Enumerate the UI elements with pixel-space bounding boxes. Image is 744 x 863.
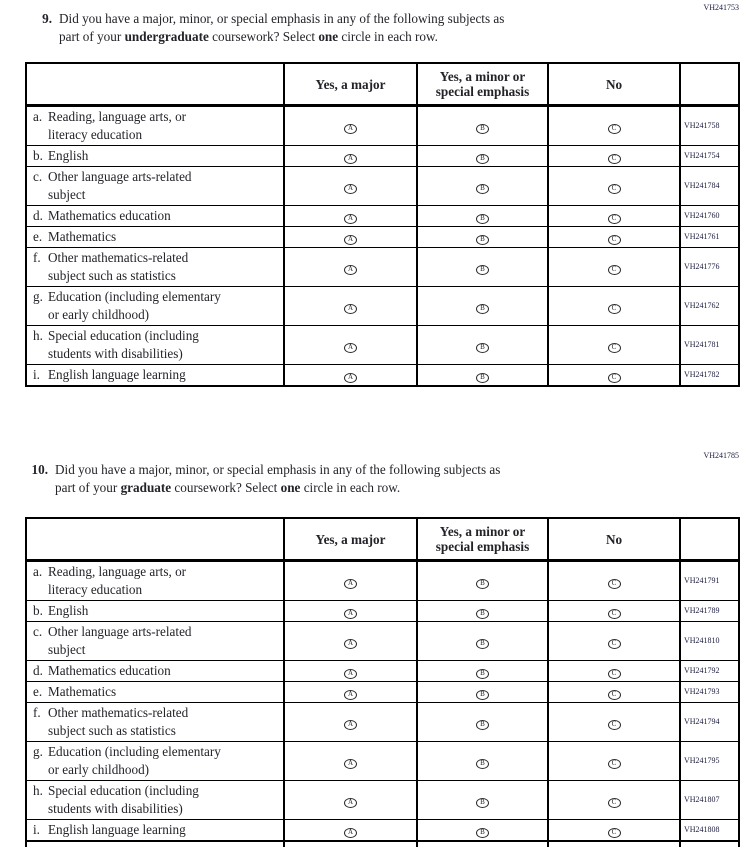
row-vh-code: VH241792 <box>680 661 739 682</box>
row-label: English language learning <box>48 822 186 837</box>
subject-cell <box>26 820 284 842</box>
code-column-header <box>680 518 739 561</box>
header-row <box>26 518 739 561</box>
row-letter: f. <box>33 705 41 720</box>
answer-circle-a[interactable]: A <box>344 798 357 808</box>
answer-circle-c[interactable]: C <box>608 639 621 649</box>
row-label: Mathematics <box>48 684 117 699</box>
subject-cell <box>26 106 284 146</box>
row-label: Other language arts-related subject <box>48 169 192 202</box>
row-letter: h. <box>33 328 43 343</box>
row-vh-code: VH241754 <box>680 146 739 167</box>
answer-circle-c[interactable]: C <box>608 759 621 769</box>
emphasis-word: undergraduate <box>124 29 209 44</box>
answer-circle-c[interactable]: C <box>608 214 621 224</box>
row-vh-code: VH241791 <box>680 561 739 601</box>
answer-circle-a[interactable]: A <box>344 759 357 769</box>
header-row <box>26 63 739 106</box>
subject-cell <box>26 146 284 167</box>
answer-cell <box>284 561 417 601</box>
table-row <box>26 622 739 661</box>
answer-circle-c[interactable]: C <box>608 579 621 589</box>
question-10 <box>26 461 500 497</box>
answer-cell <box>417 682 548 703</box>
answer-circle-b[interactable]: B <box>476 265 489 275</box>
answer-circle-b[interactable]: B <box>476 124 489 134</box>
answer-circle-c[interactable]: C <box>608 609 621 619</box>
table-row <box>26 820 739 842</box>
row-letter: g. <box>33 744 43 759</box>
subject-column-header <box>26 63 284 106</box>
answer-circle-a[interactable]: A <box>344 373 357 383</box>
answer-cell <box>284 601 417 622</box>
row-letter: e. <box>33 229 43 244</box>
question-10-line2: part of your graduate coursework? Select one circle in each row. <box>55 480 401 495</box>
row-vh-code: VH241761 <box>680 227 739 248</box>
answer-cell <box>417 601 548 622</box>
answer-circle-c[interactable]: C <box>608 690 621 700</box>
answer-cell <box>284 365 417 387</box>
answer-circle-a[interactable]: A <box>344 639 357 649</box>
table-row <box>26 781 739 820</box>
answer-cell <box>417 820 548 842</box>
answer-circle-b[interactable]: B <box>476 798 489 808</box>
answer-circle-b[interactable]: B <box>476 759 489 769</box>
table-row <box>26 167 739 206</box>
answer-circle-c[interactable]: C <box>608 828 621 838</box>
row-letter: c. <box>33 624 43 639</box>
subject-cell <box>26 206 284 227</box>
row-letter: b. <box>33 148 43 163</box>
row-letter: a. <box>33 109 43 124</box>
answer-circle-c[interactable]: C <box>608 669 621 679</box>
column-header-no: No <box>548 518 680 561</box>
column-header-no: No <box>548 63 680 106</box>
row-vh-code: VH241781 <box>680 326 739 365</box>
answer-cell <box>417 227 548 248</box>
answer-cell <box>548 742 680 781</box>
answer-cell <box>548 703 680 742</box>
row-vh-code: VH241808 <box>680 820 739 842</box>
answer-circle-b[interactable]: B <box>476 154 489 164</box>
row-label: English <box>48 148 89 163</box>
row-label: Mathematics <box>48 229 117 244</box>
answer-cell <box>284 227 417 248</box>
answer-circle-b[interactable]: B <box>476 373 489 383</box>
question-10-line1: Did you have a major, minor, or special emphasis in any of the following subjects as <box>55 462 501 477</box>
answer-cell <box>417 561 548 601</box>
table-row <box>26 682 739 703</box>
answer-cell <box>417 703 548 742</box>
answer-circle-a[interactable]: A <box>344 720 357 730</box>
answer-cell <box>548 227 680 248</box>
answer-cell <box>417 146 548 167</box>
question-9 <box>30 10 504 46</box>
subject-column-header <box>26 518 284 561</box>
row-label: English language learning <box>48 367 186 382</box>
answer-circle-b[interactable]: B <box>476 579 489 589</box>
answer-cell <box>417 742 548 781</box>
table-row <box>26 661 739 682</box>
answer-cell <box>548 561 680 601</box>
row-label: Education (including elementary or early childhood) <box>48 744 221 777</box>
table-row <box>26 703 739 742</box>
question-10-vh-code: VH241785 <box>703 451 739 460</box>
answer-circle-a[interactable]: A <box>344 124 357 134</box>
answer-cell <box>417 206 548 227</box>
answer-cell <box>548 146 680 167</box>
answer-circle-c[interactable]: C <box>608 124 621 134</box>
column-header-yes-minor: Yes, a minor or special emphasis <box>417 518 548 561</box>
answer-cell <box>417 106 548 146</box>
row-label: Other mathematics-related subject such as statistics <box>48 705 189 738</box>
answer-cell <box>548 682 680 703</box>
subject-cell <box>26 742 284 781</box>
subject-cell <box>26 326 284 365</box>
question-9-number: 9. <box>42 11 52 26</box>
answer-cell <box>417 167 548 206</box>
answer-cell <box>548 248 680 287</box>
row-vh-code: VH241810 <box>680 622 739 661</box>
code-column-header <box>680 63 739 106</box>
answer-cell <box>548 622 680 661</box>
answer-circle-a[interactable]: A <box>344 579 357 589</box>
row-label: Mathematics education <box>48 208 171 223</box>
answer-circle-a[interactable]: A <box>344 343 357 353</box>
answer-circle-a[interactable]: A <box>344 609 357 619</box>
table-row <box>26 248 739 287</box>
table-row <box>26 206 739 227</box>
answer-circle-c[interactable]: C <box>608 265 621 275</box>
table-row <box>26 106 739 146</box>
row-vh-code: VH241776 <box>680 248 739 287</box>
question-10-text <box>55 461 500 497</box>
answer-cell <box>548 601 680 622</box>
emphasis-word: one <box>318 29 339 44</box>
row-label: Other mathematics-related subject such as statistics <box>48 250 189 283</box>
question-10-number: 10. <box>31 462 48 477</box>
column-header-yes-major: Yes, a major <box>284 63 417 106</box>
row-letter: g. <box>33 289 43 304</box>
row-vh-code: VH241789 <box>680 601 739 622</box>
answer-cell <box>284 661 417 682</box>
row-label: English <box>48 603 89 618</box>
answer-circle-a[interactable]: A <box>344 184 357 194</box>
question-9-line2: part of your undergraduate coursework? Select one circle in each row. <box>59 29 438 44</box>
question-9-line1: Did you have a major, minor, or special emphasis in any of the following subjects as <box>59 11 505 26</box>
answer-cell <box>548 326 680 365</box>
row-label: Other language arts-related subject <box>48 624 192 657</box>
answer-cell <box>417 365 548 387</box>
row-vh-code: VH241784 <box>680 167 739 206</box>
answer-circle-a[interactable]: A <box>344 669 357 679</box>
row-letter: i. <box>33 367 40 382</box>
row-vh-code: VH241762 <box>680 287 739 326</box>
answer-cell <box>284 703 417 742</box>
answer-circle-b[interactable]: B <box>476 304 489 314</box>
answer-cell <box>284 622 417 661</box>
answer-cell <box>284 742 417 781</box>
answer-circle-b[interactable]: B <box>476 690 489 700</box>
answer-circle-b[interactable]: B <box>476 639 489 649</box>
answer-circle-b[interactable]: B <box>476 669 489 679</box>
row-letter: d. <box>33 663 43 678</box>
row-letter: a. <box>33 564 43 579</box>
column-header-yes-major: Yes, a major <box>284 518 417 561</box>
row-label: Reading, language arts, or literacy education <box>48 564 187 597</box>
table-row <box>26 365 739 387</box>
row-vh-code: VH241782 <box>680 365 739 387</box>
row-letter: e. <box>33 684 43 699</box>
row-letter: i. <box>33 822 40 837</box>
row-label: Special education (including students with disabilities) <box>48 783 199 816</box>
row-vh-code: VH241795 <box>680 742 739 781</box>
answer-cell <box>284 106 417 146</box>
row-letter: b. <box>33 603 43 618</box>
answer-cell <box>548 206 680 227</box>
row-letter: h. <box>33 783 43 798</box>
row-vh-code: VH241793 <box>680 682 739 703</box>
subject-cell <box>26 601 284 622</box>
subject-cell <box>26 682 284 703</box>
subject-cell <box>26 661 284 682</box>
answer-circle-c[interactable]: C <box>608 373 621 383</box>
answer-circle-c[interactable]: C <box>608 720 621 730</box>
answer-cell <box>548 287 680 326</box>
column-header-yes-minor: Yes, a minor or special emphasis <box>417 63 548 106</box>
answer-cell <box>548 365 680 387</box>
answer-circle-c[interactable]: C <box>608 184 621 194</box>
answer-circle-b[interactable]: B <box>476 828 489 838</box>
answer-cell <box>284 326 417 365</box>
table-row <box>26 227 739 248</box>
row-label: Education (including elementary or early childhood) <box>48 289 221 322</box>
answer-cell <box>284 287 417 326</box>
subject-cell <box>26 622 284 661</box>
row-letter: f. <box>33 250 41 265</box>
answer-cell <box>548 781 680 820</box>
answer-circle-c[interactable]: C <box>608 798 621 808</box>
row-vh-code: VH241760 <box>680 206 739 227</box>
answer-cell <box>417 287 548 326</box>
table-row <box>26 146 739 167</box>
answer-circle-b[interactable]: B <box>476 343 489 353</box>
subject-cell <box>26 248 284 287</box>
answer-circle-a[interactable]: A <box>344 214 357 224</box>
question-9-text <box>59 10 504 46</box>
answer-cell <box>548 167 680 206</box>
answer-cell <box>284 682 417 703</box>
row-vh-code: VH241807 <box>680 781 739 820</box>
answer-cell <box>284 146 417 167</box>
row-label: Mathematics education <box>48 663 171 678</box>
row-label: Reading, language arts, or literacy education <box>48 109 187 142</box>
undergraduate-coursework-table <box>25 62 740 387</box>
table-row <box>26 561 739 601</box>
answer-circle-a[interactable]: A <box>344 690 357 700</box>
answer-circle-c[interactable]: C <box>608 304 621 314</box>
emphasis-word: graduate <box>120 480 172 495</box>
subject-cell <box>26 561 284 601</box>
answer-cell <box>284 248 417 287</box>
answer-cell <box>417 781 548 820</box>
row-letter: c. <box>33 169 43 184</box>
answer-circle-b[interactable]: B <box>476 720 489 730</box>
answer-cell <box>417 622 548 661</box>
answer-circle-a[interactable]: A <box>344 304 357 314</box>
answer-circle-b[interactable]: B <box>476 184 489 194</box>
answer-cell <box>284 820 417 842</box>
answer-cell <box>417 248 548 287</box>
table-row <box>26 742 739 781</box>
answer-circle-c[interactable]: C <box>608 343 621 353</box>
answer-circle-b[interactable]: B <box>476 214 489 224</box>
answer-circle-a[interactable]: A <box>344 154 357 164</box>
answer-cell <box>417 326 548 365</box>
question-9-vh-code: VH241753 <box>703 3 739 12</box>
answer-circle-b[interactable]: B <box>476 235 489 245</box>
row-vh-code: VH241794 <box>680 703 739 742</box>
answer-circle-a[interactable]: A <box>344 235 357 245</box>
answer-circle-c[interactable]: C <box>608 154 621 164</box>
answer-cell <box>417 661 548 682</box>
answer-cell <box>284 167 417 206</box>
answer-cell <box>548 661 680 682</box>
table-cutoff-stub <box>26 841 739 847</box>
emphasis-word: one <box>280 480 301 495</box>
answer-cell <box>284 206 417 227</box>
row-label: Special education (including students with disabilities) <box>48 328 199 361</box>
answer-cell <box>548 106 680 146</box>
row-letter: d. <box>33 208 43 223</box>
answer-circle-a[interactable]: A <box>344 828 357 838</box>
subject-cell <box>26 227 284 248</box>
table-row <box>26 326 739 365</box>
answer-cell <box>548 820 680 842</box>
subject-cell <box>26 167 284 206</box>
graduate-coursework-table <box>25 517 740 847</box>
answer-circle-b[interactable]: B <box>476 609 489 619</box>
row-vh-code: VH241758 <box>680 106 739 146</box>
answer-circle-a[interactable]: A <box>344 265 357 275</box>
subject-cell <box>26 781 284 820</box>
answer-cell <box>284 781 417 820</box>
subject-cell <box>26 703 284 742</box>
subject-cell <box>26 365 284 387</box>
table-row <box>26 601 739 622</box>
table-row <box>26 287 739 326</box>
subject-cell <box>26 287 284 326</box>
answer-circle-c[interactable]: C <box>608 235 621 245</box>
